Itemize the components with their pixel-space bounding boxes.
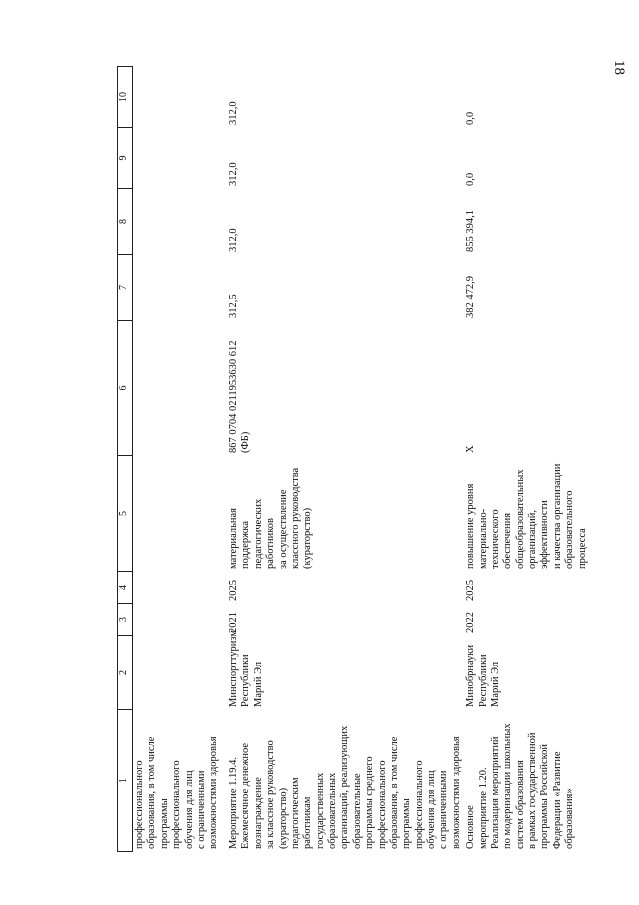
- cell-executor: Минспорттуризм Республики Марий Эл: [228, 629, 264, 707]
- cell-result: материальная поддержка педагогических работников за осуществление классного руководства (кураторство): [228, 467, 314, 569]
- cell-start-year: 2022: [465, 612, 477, 633]
- cell-value-9: 312,0: [228, 162, 239, 186]
- header-col-5: 5: [118, 456, 133, 572]
- header-col-4: 4: [118, 572, 133, 604]
- cell-value-10: 312,0: [228, 101, 239, 125]
- cell-value-10: [133, 67, 228, 128]
- cell-value-9: [133, 128, 228, 189]
- table-row: [133, 67, 228, 852]
- header-col-6: 6: [118, 321, 133, 456]
- cell-result: повышение уровня материально- технического обеспечения общеобразовательных организаций, эффективности и качества организации образовательного процесса: [465, 463, 588, 569]
- cell-budget-code: [133, 321, 228, 456]
- cell-budget-code: 867 0704 0211953630 612 (ФБ): [228, 340, 252, 453]
- header-row: [118, 67, 133, 852]
- cell-end-year: 2025: [228, 580, 239, 601]
- cell-value-10: 0,0: [465, 111, 477, 125]
- cell-start-year: [133, 604, 228, 636]
- rotated-table-page: [117, 67, 639, 852]
- cell-activity: профессионального образования, в том числе программы профессионального обучения для лиц с ограниченными возможностями здоровья: [134, 736, 220, 849]
- header-col-8: 8: [118, 189, 133, 255]
- header-col-9: 9: [118, 128, 133, 189]
- header-col-3: 3: [118, 604, 133, 636]
- cell-value-7: [133, 255, 228, 321]
- header-col-10: 10: [118, 67, 133, 128]
- cell-value-7: 382 472,9: [465, 276, 477, 318]
- header-col-1: 1: [118, 710, 133, 852]
- cell-value-8: 855 394,1: [465, 210, 477, 252]
- cell-executor: [133, 636, 228, 710]
- cell-budget-code: Х: [465, 445, 477, 453]
- cell-result: [133, 456, 228, 572]
- cell-value-7: 312,5: [228, 294, 239, 318]
- cell-executor: Минобрнауки Республики Марий Эл: [465, 644, 501, 707]
- cell-value-9: 0,0: [465, 172, 477, 186]
- header-col-2: 2: [118, 636, 133, 710]
- cell-end-year: 2025: [465, 580, 477, 601]
- cell-end-year: [133, 572, 228, 604]
- page-number: 18: [611, 60, 627, 75]
- cell-start-year: 2021: [228, 612, 239, 633]
- program-table: [117, 66, 639, 852]
- cell-activity: Мероприятие 1.19.4. Ежемесячное денежное вознаграждение за классное руководство (кураторство) педагогическим работникам государственных образовательных организаций, реализующих образовательные программы среднего профессионального образования, в том числе программы профессионального обучения для лиц с ограниченными возможностями здоровья: [228, 725, 462, 849]
- table-row: [464, 67, 639, 852]
- cell-activity: Основное мероприятие 1.20. Реализация мероприятий по модернизации школьных систем образования в рамках государственной программы Российской Федерации «Развитие образования»: [465, 723, 576, 849]
- cell-value-8: [133, 189, 228, 255]
- table-row: [227, 67, 464, 852]
- header-col-7: 7: [118, 255, 133, 321]
- cell-value-8: 312,0: [228, 228, 239, 252]
